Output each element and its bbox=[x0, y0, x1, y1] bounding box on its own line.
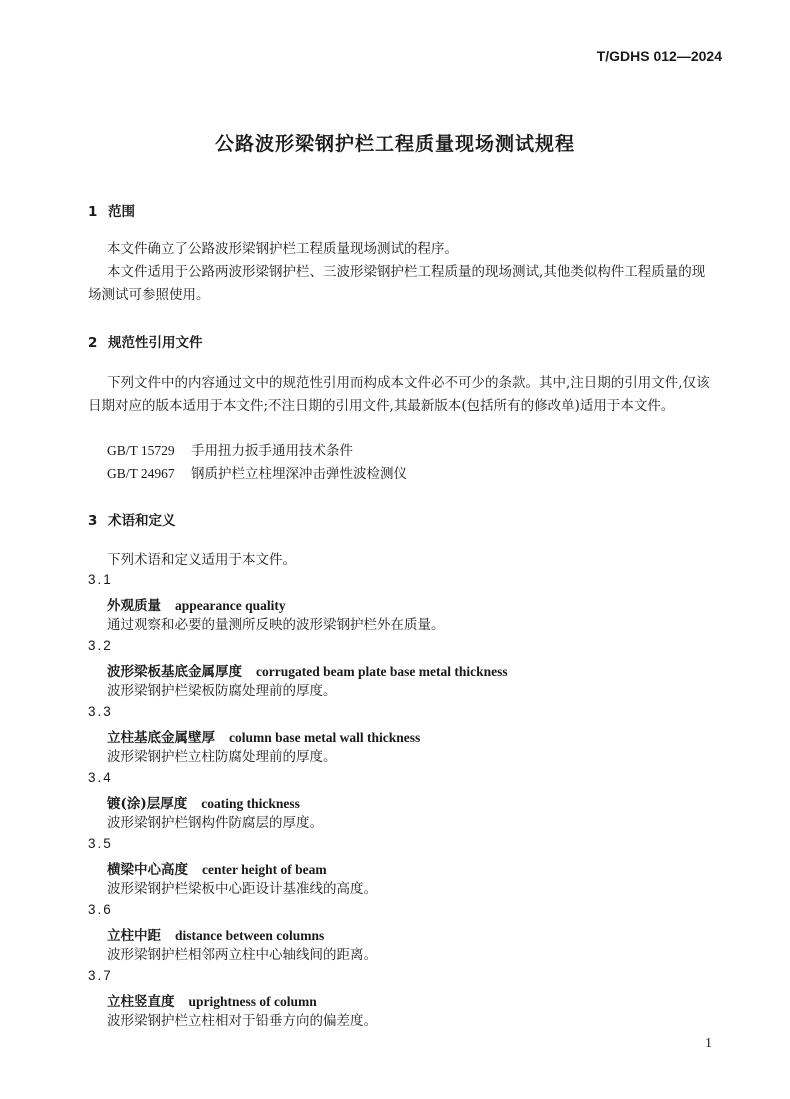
term-definition: 波形梁钢护栏梁板防腐处理前的厚度。 bbox=[107, 683, 337, 699]
section-heading-3 bbox=[88, 509, 176, 529]
term-english: appearance quality bbox=[175, 598, 286, 613]
paragraph: 下列文件中的内容通过文中的规范性引用而构成本文件必不可少的条款。其中,注日期的引用文件,仅该日期对应的版本适用于本文件;不注日期的引用文件,其最新版本(包括所有的修改单)适用于本文件。 bbox=[88, 375, 710, 414]
reference-title: 钢质护栏立柱埋深冲击弹性波检测仪 bbox=[191, 466, 407, 482]
section-number: 3 bbox=[88, 513, 98, 529]
term-number: 3.6 bbox=[88, 902, 113, 917]
term-heading bbox=[107, 858, 327, 878]
term-heading bbox=[107, 792, 300, 812]
section-number: 2 bbox=[88, 335, 98, 351]
term-chinese: 波形梁板基底金属厚度 bbox=[107, 664, 242, 680]
section-heading-2 bbox=[88, 331, 203, 351]
reference-code: GB/T 24967 bbox=[107, 466, 175, 481]
term-definition: 波形梁钢护栏立柱相对于铅垂方向的偏差度。 bbox=[107, 1013, 377, 1029]
term-number: 3.2 bbox=[88, 638, 113, 653]
term-chinese: 立柱中距 bbox=[107, 928, 161, 944]
paragraph: 本文件确立了公路波形梁钢护栏工程质量现场测试的程序。 bbox=[107, 241, 458, 257]
term-definition: 波形梁钢护栏梁板中心距设计基准线的高度。 bbox=[107, 881, 377, 897]
term-english: uprightness of column bbox=[188, 994, 317, 1009]
term-heading bbox=[107, 660, 508, 680]
term-chinese: 外观质量 bbox=[107, 598, 161, 614]
paragraph: 本文件适用于公路两波形梁钢护栏、三波形梁钢护栏工程质量的现场测试,其他类似构件工程质量的现场测试可参照使用。 bbox=[88, 264, 706, 303]
term-heading bbox=[107, 990, 317, 1010]
document-code: T/GDHS 012—2024 bbox=[596, 48, 722, 64]
reference-code: GB/T 15729 bbox=[107, 443, 175, 458]
reference-title: 手用扭力扳手通用技术条件 bbox=[191, 443, 353, 459]
section-number: 1 bbox=[88, 204, 98, 220]
term-number: 3.1 bbox=[88, 572, 113, 587]
section-title: 范围 bbox=[108, 204, 135, 220]
term-heading bbox=[107, 924, 324, 944]
section-title: 术语和定义 bbox=[108, 513, 176, 529]
reference-item bbox=[107, 463, 407, 485]
reference-item bbox=[107, 440, 353, 462]
term-number: 3.4 bbox=[88, 770, 113, 785]
term-chinese: 立柱竖直度 bbox=[107, 994, 175, 1010]
term-definition: 通过观察和必要的量测所反映的波形梁钢护栏外在质量。 bbox=[107, 617, 445, 633]
term-heading bbox=[107, 726, 420, 746]
term-number: 3.7 bbox=[88, 968, 113, 983]
paragraph: 下列术语和定义适用于本文件。 bbox=[107, 552, 296, 568]
section-title: 规范性引用文件 bbox=[108, 335, 203, 351]
term-number: 3.5 bbox=[88, 836, 113, 851]
term-chinese: 镀(涂)层厚度 bbox=[107, 796, 188, 812]
term-english: coating thickness bbox=[201, 796, 300, 811]
page-title: 公路波形梁钢护栏工程质量现场测试规程 bbox=[214, 133, 575, 155]
term-heading bbox=[107, 594, 286, 614]
term-chinese: 横梁中心高度 bbox=[107, 862, 188, 878]
term-number: 3.3 bbox=[88, 704, 113, 719]
term-definition: 波形梁钢护栏立柱防腐处理前的厚度。 bbox=[107, 749, 337, 765]
term-english: corrugated beam plate base metal thickness bbox=[256, 664, 508, 679]
term-definition: 波形梁钢护栏钢构件防腐层的厚度。 bbox=[107, 815, 323, 831]
section-heading-1 bbox=[88, 200, 135, 220]
term-chinese: 立柱基底金属壁厚 bbox=[107, 730, 215, 746]
term-definition: 波形梁钢护栏相邻两立柱中心轴线间的距离。 bbox=[107, 947, 377, 963]
term-english: column base metal wall thickness bbox=[229, 730, 421, 745]
term-english: center height of beam bbox=[202, 862, 327, 877]
page-number: 1 bbox=[705, 1036, 712, 1051]
term-english: distance between columns bbox=[175, 928, 325, 943]
